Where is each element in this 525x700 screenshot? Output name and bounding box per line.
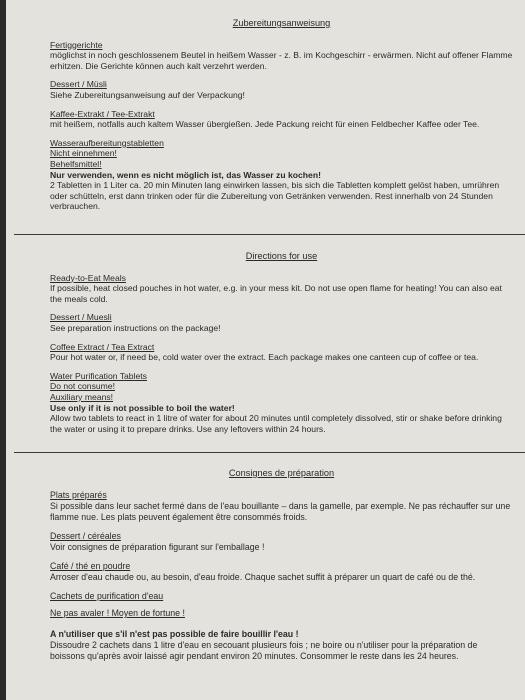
fr-ready-meals-text: Si possible dans leur sachet fermé dans de l'eau bouillante – dans la gamelle, par exemple. Ne pas réchauffer sur une flamme nue. Les plats peuvent également être consommés froids. (50, 501, 511, 522)
fr-ready-meals (50, 490, 513, 523)
fr-coffee-text: Arroser d'eau chaude ou, au besoin, d'eau froide. Chaque sachet suffit à préparer un quart de café ou de thé. (50, 572, 476, 582)
section-german (50, 18, 513, 220)
divider-2 (14, 452, 525, 453)
en-water-warning-2: Auxiliary means! (50, 391, 114, 402)
fr-water (50, 591, 513, 662)
en-coffee-text: Pour hot water or, if need be, cold water over the extract. Each package makes one canteen cup of coffee or tea. (50, 352, 479, 363)
en-water-heading: Water Purification Tablets (50, 370, 147, 381)
de-dessert (50, 79, 513, 100)
fr-water-heading: Cachets de purification d'eau (50, 591, 164, 601)
fr-coffee-heading: Café / thé en poudre (50, 561, 131, 571)
fr-water-bold-note: A n'utiliser que s'il n'est pas possible de faire bouillir l'eau ! (50, 629, 299, 639)
de-water (50, 138, 513, 212)
en-coffee-heading: Coffee Extract / Tea Extract (50, 341, 155, 352)
fr-water-text: Dissoudre 2 cachets dans 1 litre d'eau en secouant plusieurs fois ; ne boire ou n'utiliser pour la préparation de boissons qu'après avoir laissé agir pendant environ 20 minutes. Consommer le reste dans les 24 heures. (50, 640, 478, 661)
en-water-warning-1: Do not consume! (50, 381, 115, 392)
fr-water-warning: Ne pas avaler ! Moyen de fortune ! (50, 608, 185, 618)
de-ready-meals-text: möglichst in noch geschlossenem Beutel in heißem Wasser - z. B. im Kochgeschirr - erwärmen. Nicht auf offener Flamme erhitzen. Die Gerichte können auch kalt verzehrt werden. (50, 50, 513, 71)
de-dessert-text: Siehe Zubereitungsanweisung auf der Verpackung! (50, 89, 245, 100)
de-water-bold-note: Nur verwenden, wenn es nicht möglich ist, das Wasser zu kochen! (50, 169, 321, 180)
en-ready-meals-heading: Ready-to-Eat Meals (50, 272, 126, 283)
en-coffee (50, 342, 513, 363)
section-english (50, 251, 513, 442)
en-dessert (50, 312, 513, 333)
fr-coffee (50, 561, 513, 583)
de-water-heading: Wasseraufbereitungstabletten (50, 137, 164, 148)
de-coffee-text: mit heißem, notfalls auch kaltem Wasser übergießen. Jede Packung reicht für einen Feldbecher Kaffee oder Tee. (50, 119, 480, 130)
en-ready-meals (50, 273, 513, 305)
en-dessert-text: See preparation instructions on the package! (50, 322, 221, 333)
section-french (50, 468, 513, 670)
en-ready-meals-text: If possible, heat closed pouches in hot water, e.g. in your mess kit. Do not use open flame for heating! You can also eat the meals cold. (50, 283, 502, 304)
de-water-warning-2: Behelfsmittel! (50, 158, 102, 169)
de-dessert-heading: Dessert / Müsli (50, 79, 107, 90)
de-water-text: 2 Tabletten in 1 Liter ca. 20 min Minuten lang einwirken lassen, bis sich die Tabletten komplett gelöst haben, umrühren oder schütteln, erst dann trinken oder für die Zubereitung von Getränken verwenden. Rest innerhalb von 24 Stunden verbrauchen. (50, 180, 500, 212)
en-water (50, 371, 513, 435)
de-water-warning-1: Nicht einnehmen! (50, 148, 117, 159)
en-dessert-heading: Dessert / Muesli (50, 312, 112, 323)
fr-ready-meals-heading: Plats préparés (50, 490, 107, 500)
en-water-text: Allow two tablets to react in 1 litre of water for about 20 minutes until completely dissolved, stir or shake before drinking the water or using it to prepare drinks. Use any leftovers within 24 hours. (50, 413, 502, 434)
section-title-french: Consignes de préparation (228, 468, 335, 478)
fr-dessert-text: Voir consignes de préparation figurant sur l'emballage ! (50, 542, 265, 552)
section-title-german: Zubereitungsanweisung (232, 18, 331, 28)
en-water-bold-note: Use only if it is not possible to boil the water! (50, 402, 235, 413)
fr-dessert-heading: Dessert / céréales (50, 531, 121, 541)
instruction-sheet (6, 0, 525, 700)
de-ready-meals (50, 40, 513, 72)
de-ready-meals-heading: Fertiggerichte (50, 39, 103, 50)
de-coffee-heading: Kaffee-Extrakt / Tee-Extrakt (50, 108, 155, 119)
de-coffee (50, 109, 513, 130)
section-title-english: Directions for use (245, 251, 318, 261)
fr-dessert (50, 531, 513, 553)
divider-1 (14, 234, 525, 235)
